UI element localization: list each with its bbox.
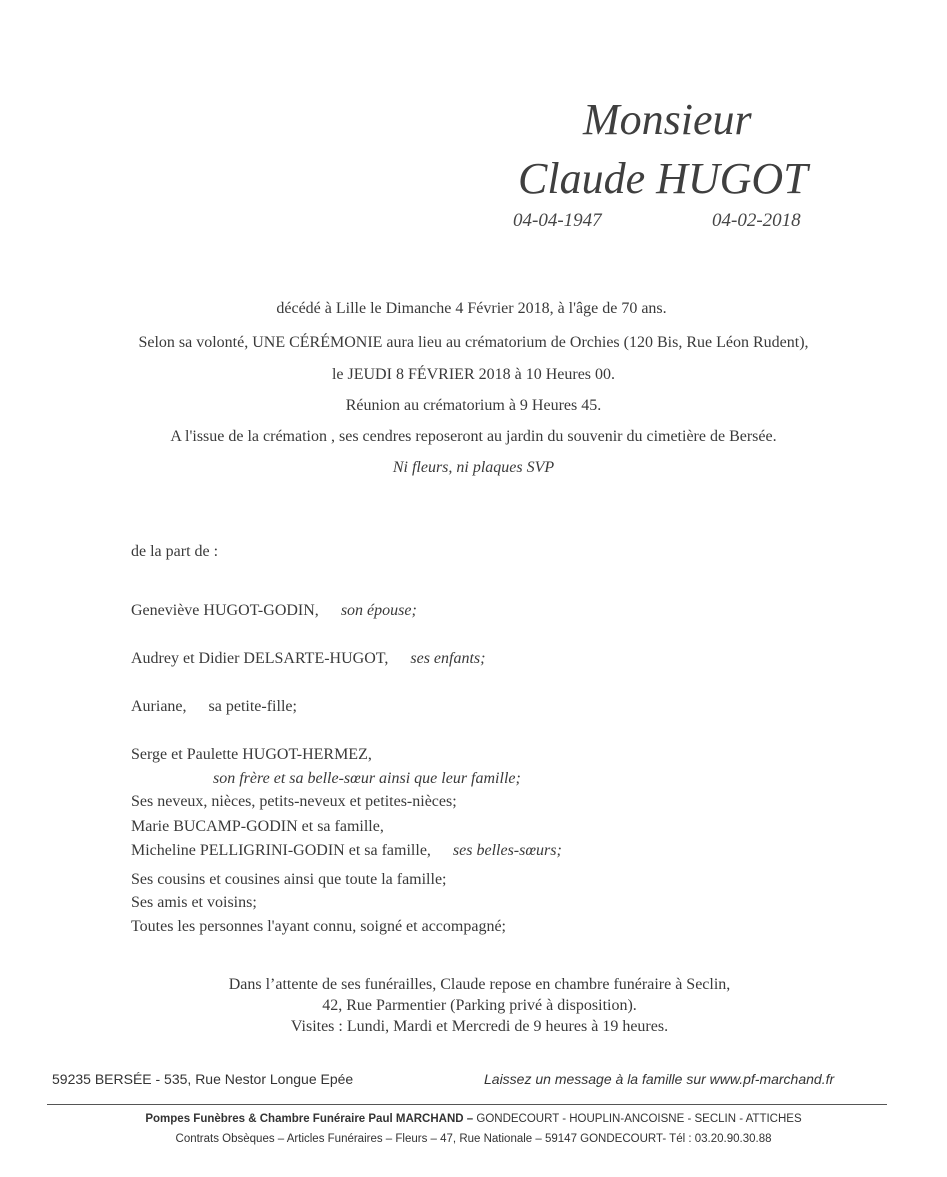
announcement-meeting: Réunion au crématorium à 9 Heures 45. bbox=[345, 397, 602, 414]
family-sibling-names: Serge et Paulette HUGOT-HERMEZ, bbox=[131, 746, 372, 763]
grandchild-role: sa petite-fille; bbox=[208, 698, 297, 715]
spouse-name: Geneviève HUGOT-GODIN, bbox=[131, 602, 319, 619]
funeral-home-line-3: Visites : Lundi, Mardi et Mercredi de 9 heures à 19 heures. bbox=[290, 1018, 669, 1035]
footer-message: Laissez un message à la famille sur www.pf-marchand.fr bbox=[484, 1071, 835, 1087]
footer-address: 59235 BERSÉE - 535, Rue Nestor Longue Epée bbox=[52, 1071, 354, 1087]
footer-company bbox=[0, 1113, 947, 1125]
family-children bbox=[131, 650, 485, 668]
announcement-date: le JEUDI 8 FÉVRIER 2018 à 10 Heures 00. bbox=[331, 366, 616, 383]
footer-contacts: Contrats Obsèques – Articles Funéraires – Fleurs – 47, Rue Nationale – 59147 GONDECOURT- Tél : 03.20.90.30.88 bbox=[175, 1133, 772, 1145]
spouse-role: son épouse; bbox=[340, 602, 417, 619]
inlaws-role: ses belles-sœurs; bbox=[452, 842, 562, 859]
funeral-home-line-1: Dans l’attente de ses funérailles, Claude repose en chambre funéraire à Seclin, bbox=[228, 976, 731, 993]
family-intro: de la part de : bbox=[131, 543, 219, 560]
death-date: 04-02-2018 bbox=[712, 210, 801, 231]
title-monsieur: Monsieur bbox=[583, 95, 752, 144]
footer-divider bbox=[47, 1104, 887, 1105]
birth-date: 04-04-1947 bbox=[513, 210, 602, 231]
family-friends: Ses amis et voisins; bbox=[131, 894, 257, 911]
grandchild-name: Auriane, bbox=[131, 698, 187, 715]
family-grandchild bbox=[131, 698, 297, 716]
family-sibling-role: son frère et sa belle-sœur ainsi que leur famille; bbox=[213, 770, 521, 787]
inlaw-2-name: Micheline PELLIGRINI-GODIN et sa famille, bbox=[131, 842, 431, 859]
family-inlaw-2 bbox=[131, 842, 562, 860]
announcement-ashes: A l'issue de la crémation , ses cendres reposeront au jardin du souvenir du cimetière de Bersée. bbox=[170, 428, 777, 445]
announcement-ceremony: Selon sa volonté, UNE CÉRÉMONIE aura lieu au crématorium de Orchies (120 Bis, Rue Léon Rudent), bbox=[138, 334, 809, 351]
funeral-home-line-2: 42, Rue Parmentier (Parking privé à disposition). bbox=[322, 997, 637, 1014]
company-locations: GONDECOURT - HOUPLIN-ANCOISNE - SECLIN - ATTICHES bbox=[473, 1113, 802, 1125]
children-names: Audrey et Didier DELSARTE-HUGOT, bbox=[131, 650, 389, 667]
family-cousins: Ses cousins et cousines ainsi que toute la famille; bbox=[131, 871, 447, 888]
announcement-death: décédé à Lille le Dimanche 4 Février 2018, à l'âge de 70 ans. bbox=[276, 300, 667, 317]
family-others: Toutes les personnes l'ayant connu, soigné et accompagné; bbox=[131, 918, 506, 935]
family-spouse bbox=[131, 602, 417, 620]
company-name: Pompes Funèbres & Chambre Funéraire Paul MARCHAND – bbox=[145, 1113, 474, 1125]
title-name: Claude HUGOT bbox=[518, 154, 808, 203]
family-inlaw-1: Marie BUCAMP-GODIN et sa famille, bbox=[131, 818, 384, 835]
children-role: ses enfants; bbox=[410, 650, 486, 667]
family-nephews: Ses neveux, nièces, petits-neveux et petites-nièces; bbox=[131, 793, 457, 810]
announcement-no-flowers: Ni fleurs, ni plaques SVP bbox=[392, 459, 555, 476]
